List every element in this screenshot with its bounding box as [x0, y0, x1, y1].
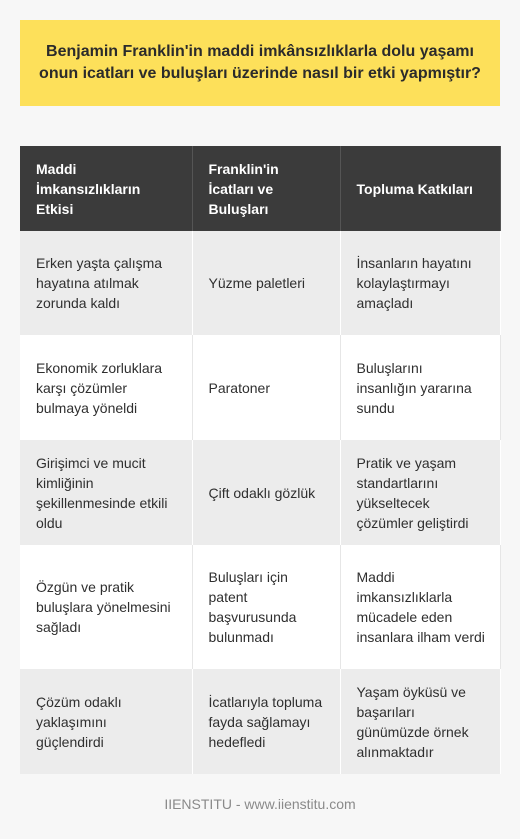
- page-title: Benjamin Franklin'in maddi imkânsızlıklarla dolu yaşamı onun icatları ve buluşları üzerinde nasıl bir etki yapmıştır?: [39, 43, 481, 82]
- table-cell: Çift odaklı gözlük: [192, 440, 340, 545]
- column-header-contributions: Topluma Katkıları: [340, 146, 500, 231]
- footer-attribution: IIENSTITU - www.iienstitu.com: [164, 796, 356, 812]
- table-cell: Girişimci ve mucit kimliğinin şekillenmesinde etkili oldu: [20, 440, 192, 545]
- table-row: [20, 669, 500, 774]
- comparison-table: [20, 146, 501, 774]
- table-cell: Çözüm odaklı yaklaşımını güçlendirdi: [20, 669, 192, 774]
- table-row: [20, 231, 500, 335]
- table-cell: Yüzme paletleri: [192, 231, 340, 335]
- table-cell: Yaşam öyküsü ve başarıları günümüzde örnek alınmaktadır: [340, 669, 500, 774]
- table-cell: Erken yaşta çalışma hayatına atılmak zorunda kaldı: [20, 231, 192, 335]
- table-cell: Ekonomik zorluklara karşı çözümler bulmaya yöneldi: [20, 335, 192, 440]
- table-cell: Paratoner: [192, 335, 340, 440]
- table-row: [20, 545, 500, 669]
- column-header-inventions: Franklin'in İcatları ve Buluşları: [192, 146, 340, 231]
- table-cell: Buluşlarını insanlığın yararına sundu: [340, 335, 500, 440]
- question-banner: [20, 20, 500, 106]
- table-cell: İnsanların hayatını kolaylaştırmayı amaçladı: [340, 231, 500, 335]
- table-cell: Buluşları için patent başvurusunda bulunmadı: [192, 545, 340, 669]
- table-cell: Pratik ve yaşam standartlarını yükseltecek çözümler geliştirdi: [340, 440, 500, 545]
- table-cell: Özgün ve pratik buluşlara yönelmesini sağladı: [20, 545, 192, 669]
- table-row: [20, 440, 500, 545]
- table-cell: İcatlarıyla topluma fayda sağlamayı hedefledi: [192, 669, 340, 774]
- table-cell: Maddi imkansızlıklarla mücadele eden insanlara ilham verdi: [340, 545, 500, 669]
- table-header-row: [20, 146, 500, 231]
- table-row: [20, 335, 500, 440]
- column-header-effects: Maddi İmkansızlıkların Etkisi: [20, 146, 192, 231]
